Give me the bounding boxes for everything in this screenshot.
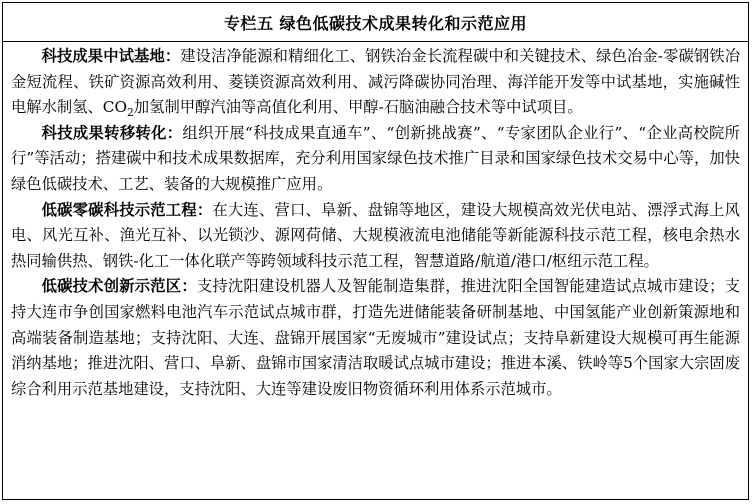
paragraph-demo-projects	[11, 198, 740, 275]
box-content	[3, 42, 748, 402]
paragraph-tech-transfer	[11, 121, 740, 198]
paragraph-lead: 低碳技术创新示范区：	[41, 277, 197, 296]
paragraph-lead: 低碳零碳科技示范工程：	[41, 200, 213, 219]
paragraph-text: 建设洁净能源和精细化工、钢铁冶金长流程碳中和关键技术、绿色冶金-零碳钢铁冶金短流程、铁矿资源高效利用、菱镁资源高效利用、减污降碳协同治理、海洋能开发等中试基地，实施碱性电解水制氢、CO	[11, 47, 740, 117]
paragraph-lead: 科技成果中试基地：	[41, 47, 181, 65]
paragraph-lead: 科技成果转移转化：	[41, 123, 183, 142]
paragraph-text: 组织开展“科技成果直通车”、“创新挑战赛”、“专家团队企业行”、“企业高校院所行”等活动；搭建碳中和技术成果数据库，充分利用国家绿色技术推广目录和国家绿色技术交易中心等，加快绿色低碳技术、工艺、装备的大规模推广应用。	[11, 123, 740, 193]
box-title: 专栏五 绿色低碳技术成果转化和示范应用	[3, 3, 748, 42]
subscript: 2	[127, 106, 134, 120]
sidebar-box	[2, 2, 749, 500]
paragraph-text: 加氢制甲醇汽油等高值化利用、甲醇-石脑油融合技术等中试项目。	[133, 98, 583, 117]
paragraph-innovation-zones	[11, 274, 740, 402]
paragraph-text: 支持沈阳建设机器人及智能制造集群，推进沈阳全国智能建造试点城市建设；支持大连市争创国家燃料电池汽车示范试点城市群，打造先进储能装备研制基地、中国氢能产业创新策源地和高端装备制造基地；支持沈阳、大连、盘锦开展国家“无废城市”建设试点；支持阜新建设大规模可再生能源消纳基地；推进沈阳、营口、阜新、盘锦市国家清洁取暖试点城市建设；推进本溪、铁岭等5个国家大宗固废综合利用示范基地建设，支持沈阳、大连等建设废旧物资循环利用体系示范城市。	[11, 277, 740, 398]
paragraph-text: 在大连、营口、阜新、盘锦等地区，建设大规模高效光伏电站、漂浮式海上风电、风光互补、渔光互补、以光锁沙、源网荷储、大规模液流电池储能等新能源科技示范工程，核电余热水热同输供热、钢铁-化工一体化联产等跨领域科技示范工程，智慧道路/航道/港口/枢纽示范工程。	[11, 200, 740, 270]
paragraph-pilot-bases	[11, 44, 740, 121]
